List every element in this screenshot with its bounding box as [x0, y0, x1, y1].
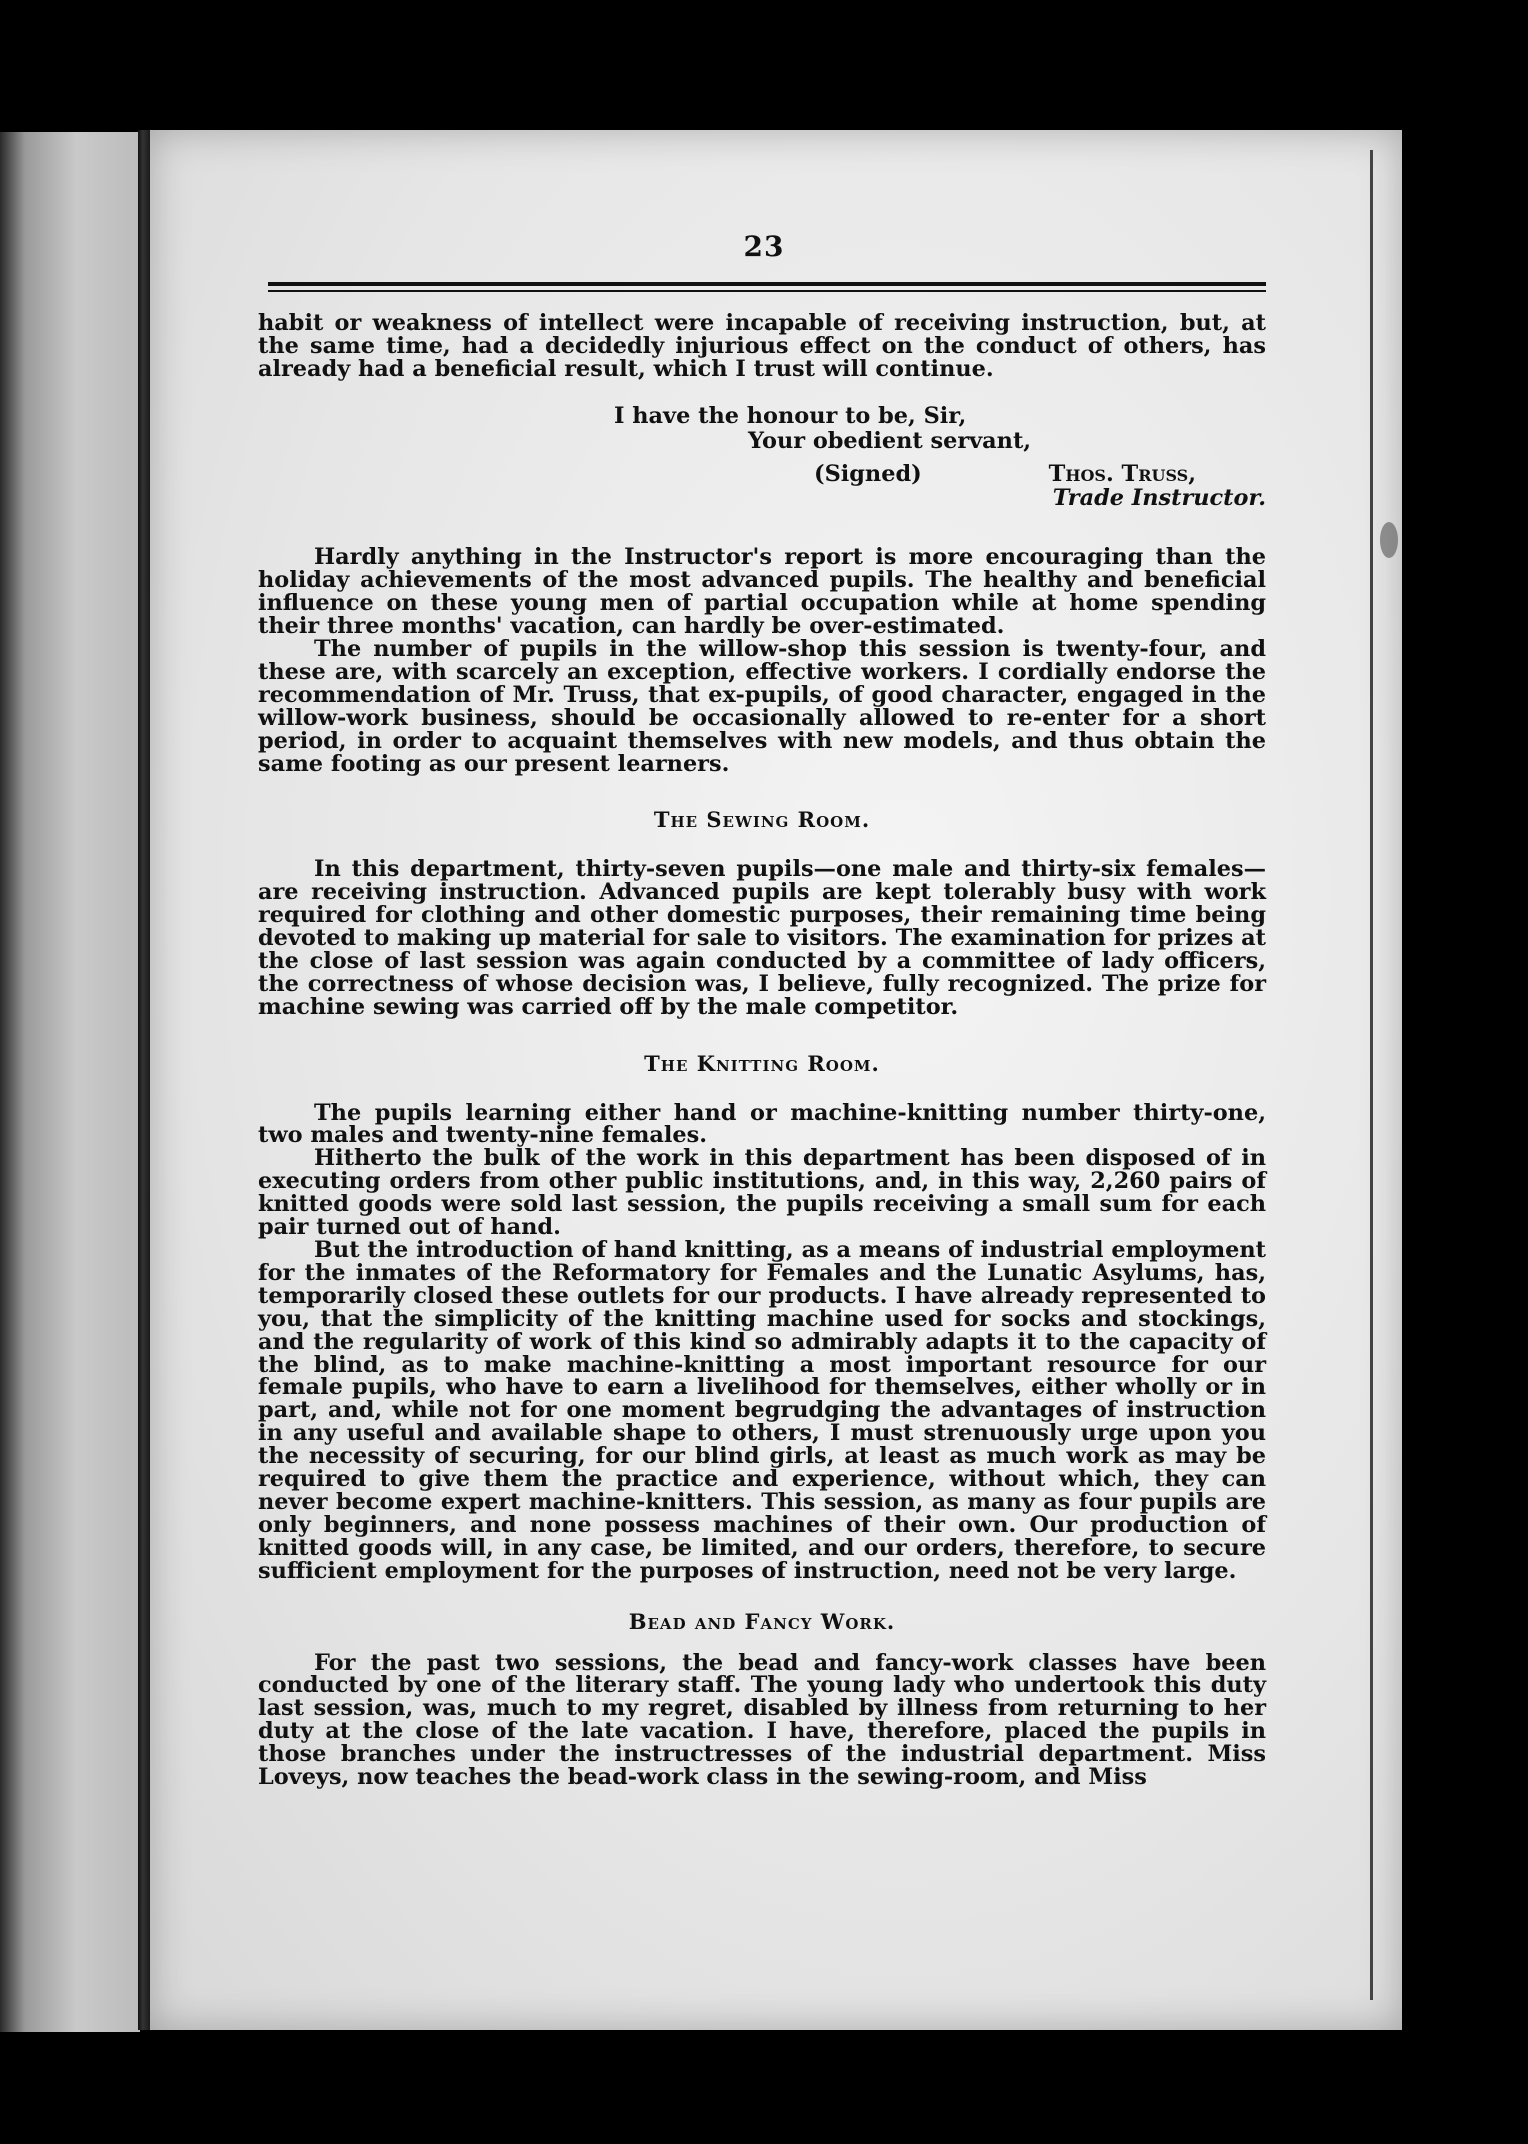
paragraph: Hardly anything in the Instructor's report is more encouraging than the holiday achievements of the most advanced pupils. The healthy and beneficial influence on these young men of partial occupation while at home spending their three months' vacation, can hardly be over-estimated.: [258, 544, 1266, 640]
paragraph: The pupils learning either hand or machine-knitting number thirty-one, two males and twenty-nine females.: [258, 1099, 1266, 1149]
header-rule-thick: [268, 282, 1266, 286]
paragraph: In this department, thirty-seven pupils—one male and thirty-six females—are receiving instruction. Advanced pupils are kept tolerably busy with work required for clothing and other domestic purposes, their remaining time being devoted to making up material for sale to visitors. The examination for prizes at the close of last session was again conducted by a committee of lady officers, the correctness of whose decision was, I believe, fully recognized. The prize for machine sewing was carried off by the male competitor.: [258, 856, 1266, 1020]
section-heading-bead: Bead and Fancy Work.: [628, 1608, 896, 1634]
facing-page-edge: [0, 132, 140, 2032]
opening-paragraph: habit or weakness of intellect were incapable of receiving instruction, but, at the same time, had a decidedly injurious effect on the conduct of others, has already had a beneficial result, which I trust will continue.: [258, 310, 1266, 382]
paragraph: Hitherto the bulk of the work in this department has been disposed of in executing orders from other public institutions, and, in this way, 2,260 pairs of knitted goods were sold last session, the pupils receiving a small sum for each pair turned out of hand.: [258, 1145, 1266, 1241]
ink-blot: [1380, 522, 1398, 558]
paragraph: The number of pupils in the willow-shop this session is twenty-four, and these are, with scarcely an exception, effective workers. I cordially endorse the recommendation of Mr. Truss, that ex-pupils, of good character, engaged in the willow-work business, should be occasionally allowed to re-enter for a short period, in order to acquaint themselves with new models, and thus obtain the same footing as our present learners.: [258, 635, 1266, 777]
section-heading-knitting: The Knitting Room.: [644, 1050, 880, 1076]
page-right-edge: [1370, 150, 1373, 2000]
header-rule-thin: [268, 290, 1266, 292]
closing-line-2: Your obedient servant,: [748, 427, 1032, 454]
closing-line-1: I have the honour to be, Sir,: [614, 402, 967, 429]
book-spine: [138, 130, 150, 2030]
paragraph: But the introduction of hand knitting, as a means of industrial employment for the inmates of the Reformatory for Females and the Lunatic Asylums, has, temporarily closed these outlets for our products. I have already represented to you, that the simplicity of the knitting machine used for socks and stockings, and the regularity of work of this kind so admirably adapts it to the capacity of the blind, as to make machine-knitting a most important resource for our female pupils, who have to earn a livelihood for themselves, either wholly or in part, and, while not for one moment begrudging the advantages of instruction in any useful and available shape to others, I must strenuously urge upon you the necessity of securing, for our blind girls, at least as much work as may be required to give them the practice and experience, without which, they can never become expert machine-knitters. This session, as many as four pupils are only beginners, and none possess machines of their own. Our production of knitted goods will, in any case, be limited, and our orders, therefore, to secure sufficient employment for the purposes of instruction, need not be very large.: [258, 1237, 1266, 1584]
paragraph: For the past two sessions, the bead and fancy-work classes have been conducted by one of the literary staff. The young lady who undertook this duty last session, was, much to my regret, disabled by illness from returning to her duty at the close of the late vacation. I have, therefore, placed the pupils in those branches under the instructresses of the industrial department. Miss Loveys, now teaches the bead-work class in the sewing-room, and Miss: [258, 1649, 1266, 1791]
signed-label: (Signed): [814, 460, 922, 487]
section-heading-sewing: The Sewing Room.: [653, 807, 871, 833]
signer-title: Trade Instructor.: [1052, 485, 1266, 512]
signature-line: [258, 460, 1266, 487]
page-body: [258, 312, 1266, 1789]
page-number: 23: [743, 230, 785, 263]
signer-name: Thos. Truss,: [1048, 460, 1196, 487]
